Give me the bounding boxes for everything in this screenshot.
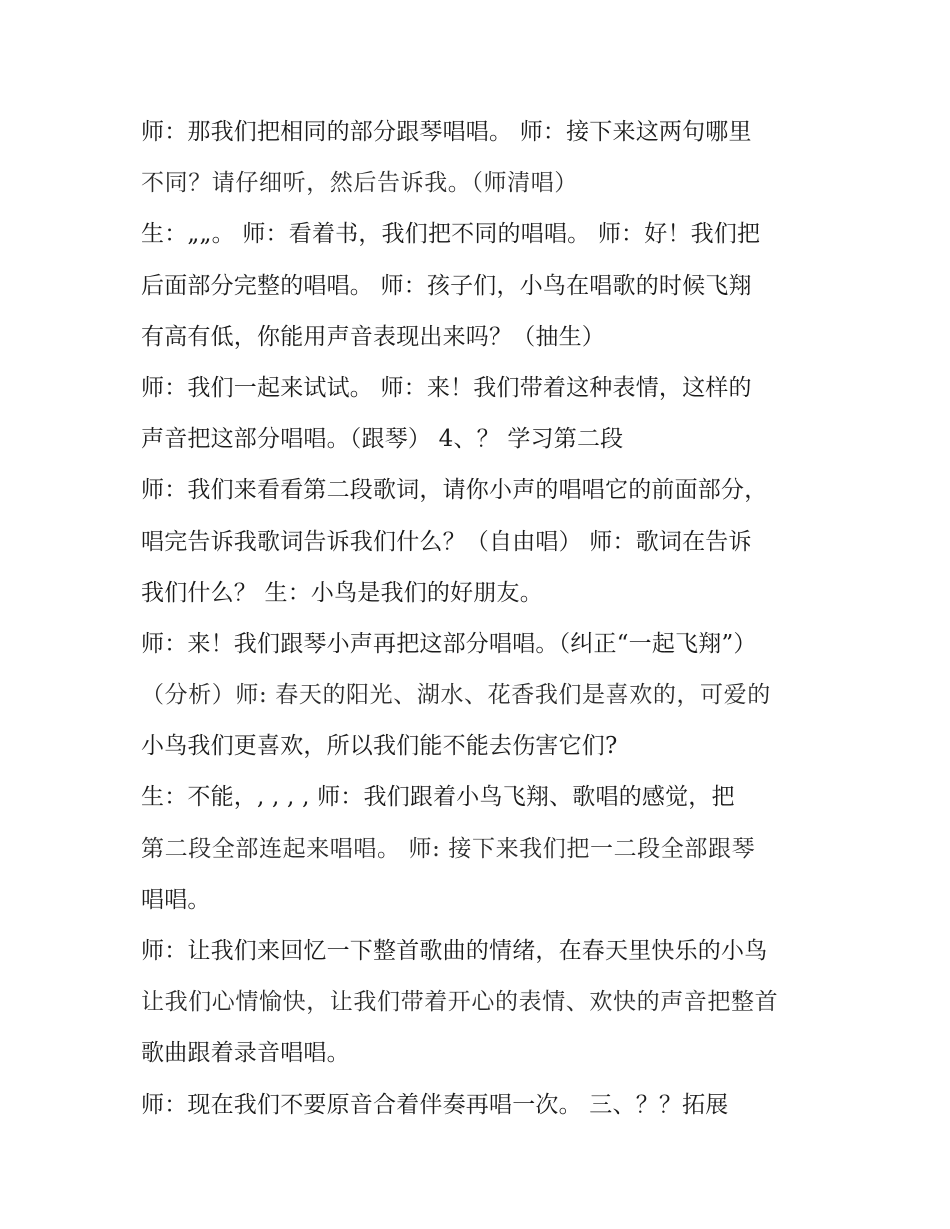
text-line-11: 师：来！我们跟琴小声再把这部分唱唱。（纠正“一起飞翔”） bbox=[141, 630, 757, 657]
text-line-2: 不同？请仔细听，然后告诉我。（师清唱） bbox=[141, 170, 578, 197]
text-line-15: 第二段全部连起来唱唱。 师: 接下来我们把一二段全部跟琴 bbox=[141, 835, 756, 862]
text-line-12: （分析）师: 春天的阳光、湖水、花香我们是喜欢的，可爱的 bbox=[141, 682, 771, 709]
text-line-6: 师：我们一起来试试。 师：来！我们带着这种表情，这样的 bbox=[141, 374, 752, 401]
text-line-9: 唱完告诉我歌词告诉我们什么？（自由唱） 师：歌词在告诉 bbox=[141, 528, 752, 555]
text-line-18: 让我们心情愉快，让我们带着开心的表情、欢快的声音把整首 bbox=[141, 989, 779, 1016]
lesson-transcript-text bbox=[141, 107, 821, 1131]
text-line-10: 我们什么？ 生：小鸟是我们的好朋友。 bbox=[141, 579, 543, 606]
text-line-16: 唱唱。 bbox=[141, 886, 211, 913]
text-line-1: 师：那我们把相同的部分跟琴唱唱。 师：接下来这两句哪里 bbox=[141, 119, 752, 145]
text-line-20: 师：现在我们不要原音合着伴奏再唱一次。 三、？？拓展 bbox=[141, 1091, 729, 1118]
text-line-7: 声音把这部分唱唱。（跟琴） 4、？ 学习第二段 bbox=[141, 426, 624, 453]
text-line-8: 师：我们来看看第二段歌词，请你小声的唱唱它的前面部分， bbox=[141, 477, 768, 504]
text-line-14: 生：不能，, , , , 师：我们跟着小鸟飞翔、歌唱的感觉，把 bbox=[141, 784, 735, 811]
text-line-19: 歌曲跟着录音唱唱。 bbox=[141, 1040, 350, 1067]
text-line-13: 小鸟我们更喜欢，所以我们能不能去伤害它们? bbox=[141, 733, 618, 760]
text-line-4: 后面部分完整的唱唱。 师：孩子们，小鸟在唱歌的时候飞翔 bbox=[141, 272, 752, 299]
text-line-5: 有高有低，你能用声音表现出来吗？（抽生） bbox=[141, 323, 605, 350]
text-line-3: 生：„„。 师：看着书，我们把不同的唱唱。 师：好！我们把 bbox=[141, 221, 761, 248]
text-line-17: 师：让我们来回忆一下整首歌曲的情绪，在春天里快乐的小鸟 bbox=[141, 938, 768, 964]
